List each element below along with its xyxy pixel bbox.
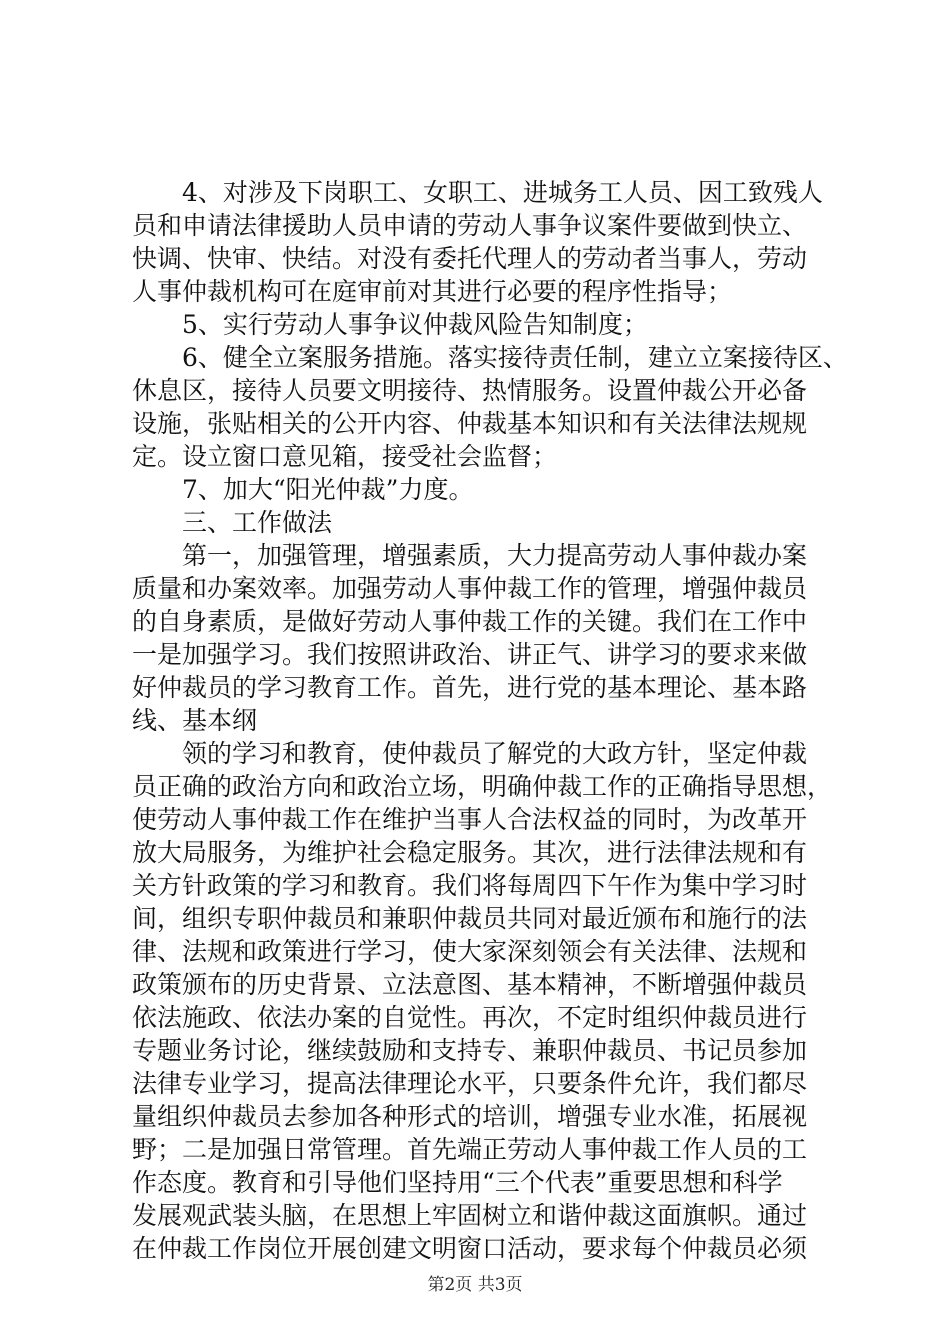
paragraph-line: 设施，张贴相关的公开内容、仲裁基本知识和有关法律法规规 bbox=[132, 409, 808, 438]
page-number-footer: 第2页 共3页 bbox=[427, 1275, 523, 1295]
paragraph-line: 依法施政、依法办案的自觉性。再次，不定时组织仲裁员进行 bbox=[132, 1003, 808, 1032]
paragraph-line: 法律专业学习，提高法律理论水平，只要条件允许，我们都尽 bbox=[132, 1069, 808, 1098]
paragraph-line: 质量和办案效率。加强劳动人事仲裁工作的管理，增强仲裁员 bbox=[132, 574, 808, 603]
paragraph-line: 关方针政策的学习和教育。我们将每周四下午作为集中学习时 bbox=[132, 871, 808, 900]
paragraph-line: 员和申请法律援助人员申请的劳动人事争议案件要做到快立、 bbox=[132, 211, 808, 240]
paragraph-item-4-line: 4、对涉及下岗职工、女职工、进城务工人员、因工致残人 bbox=[182, 178, 823, 207]
paragraph-line: 员正确的政治方向和政治立场，明确仲裁工作的正确指导思想， bbox=[132, 772, 833, 801]
paragraph-line: 使劳动人事仲裁工作在维护当事人合法权益的同时，为改革开 bbox=[132, 805, 808, 834]
paragraph-line: 休息区，接待人员要文明接待、热情服务。设置仲裁公开必备 bbox=[132, 376, 808, 405]
paragraph-item-6-line: 6、健全立案服务措施。落实接待责任制，建立立案接待区、 bbox=[182, 343, 848, 372]
paragraph-line: 政策颁布的历史背景、立法意图、基本精神，不断增强仲裁员 bbox=[132, 970, 808, 999]
paragraph-continuation-line: 领的学习和教育，使仲裁员了解党的大政方针，坚定仲裁 bbox=[182, 739, 808, 768]
document-body bbox=[132, 176, 852, 1265]
paragraph-line: 的自身素质，是做好劳动人事仲裁工作的关键。我们在工作中 bbox=[132, 607, 808, 636]
paragraph-item-5-line: 5、实行劳动人事争议仲裁风险告知制度； bbox=[182, 310, 648, 339]
paragraph-first-line: 第一，加强管理，增强素质，大力提高劳动人事仲裁办案 bbox=[182, 541, 808, 570]
paragraph-line: 野；二是加强日常管理。首先端正劳动人事仲裁工作人员的工 bbox=[132, 1135, 808, 1164]
paragraph-line: 一是加强学习。我们按照讲政治、讲正气、讲学习的要求来做 bbox=[132, 640, 808, 669]
paragraph-line: 线、基本纲 bbox=[132, 706, 258, 735]
paragraph-line: 人事仲裁机构可在庭审前对其进行必要的程序性指导； bbox=[132, 277, 733, 306]
paragraph-line: 律、法规和政策进行学习，使大家深刻领会有关法律、法规和 bbox=[132, 937, 808, 966]
section-heading: 三、工作做法 bbox=[182, 508, 333, 537]
paragraph-line: 定。设立窗口意见箱，接受社会监督； bbox=[132, 442, 558, 471]
paragraph-item-7-line: 7、加大“阳光仲裁”力度。 bbox=[182, 475, 474, 504]
paragraph-line: 快调、快审、快结。对没有委托代理人的劳动者当事人，劳动 bbox=[132, 244, 808, 273]
paragraph-line: 在仲裁工作岗位开展创建文明窗口活动，要求每个仲裁员必须 bbox=[132, 1234, 808, 1263]
paragraph-line: 专题业务讨论，继续鼓励和支持专、兼职仲裁员、书记员参加 bbox=[132, 1036, 808, 1065]
paragraph-line: 间，组织专职仲裁员和兼职仲裁员共同对最近颁布和施行的法 bbox=[132, 904, 808, 933]
paragraph-line: 量组织仲裁员去参加各种形式的培训，增强专业水准，拓展视 bbox=[132, 1102, 808, 1131]
paragraph-line: 好仲裁员的学习教育工作。首先，进行党的基本理论、基本路 bbox=[132, 673, 808, 702]
paragraph-line: 作态度。教育和引导他们坚持用“三个代表”重要思想和科学 bbox=[132, 1168, 783, 1197]
paragraph-line: 发展观武装头脑，在思想上牢固树立和谐仲裁这面旗帜。通过 bbox=[132, 1201, 808, 1230]
paragraph-line: 放大局服务，为维护社会稳定服务。其次，进行法律法规和有 bbox=[132, 838, 808, 867]
